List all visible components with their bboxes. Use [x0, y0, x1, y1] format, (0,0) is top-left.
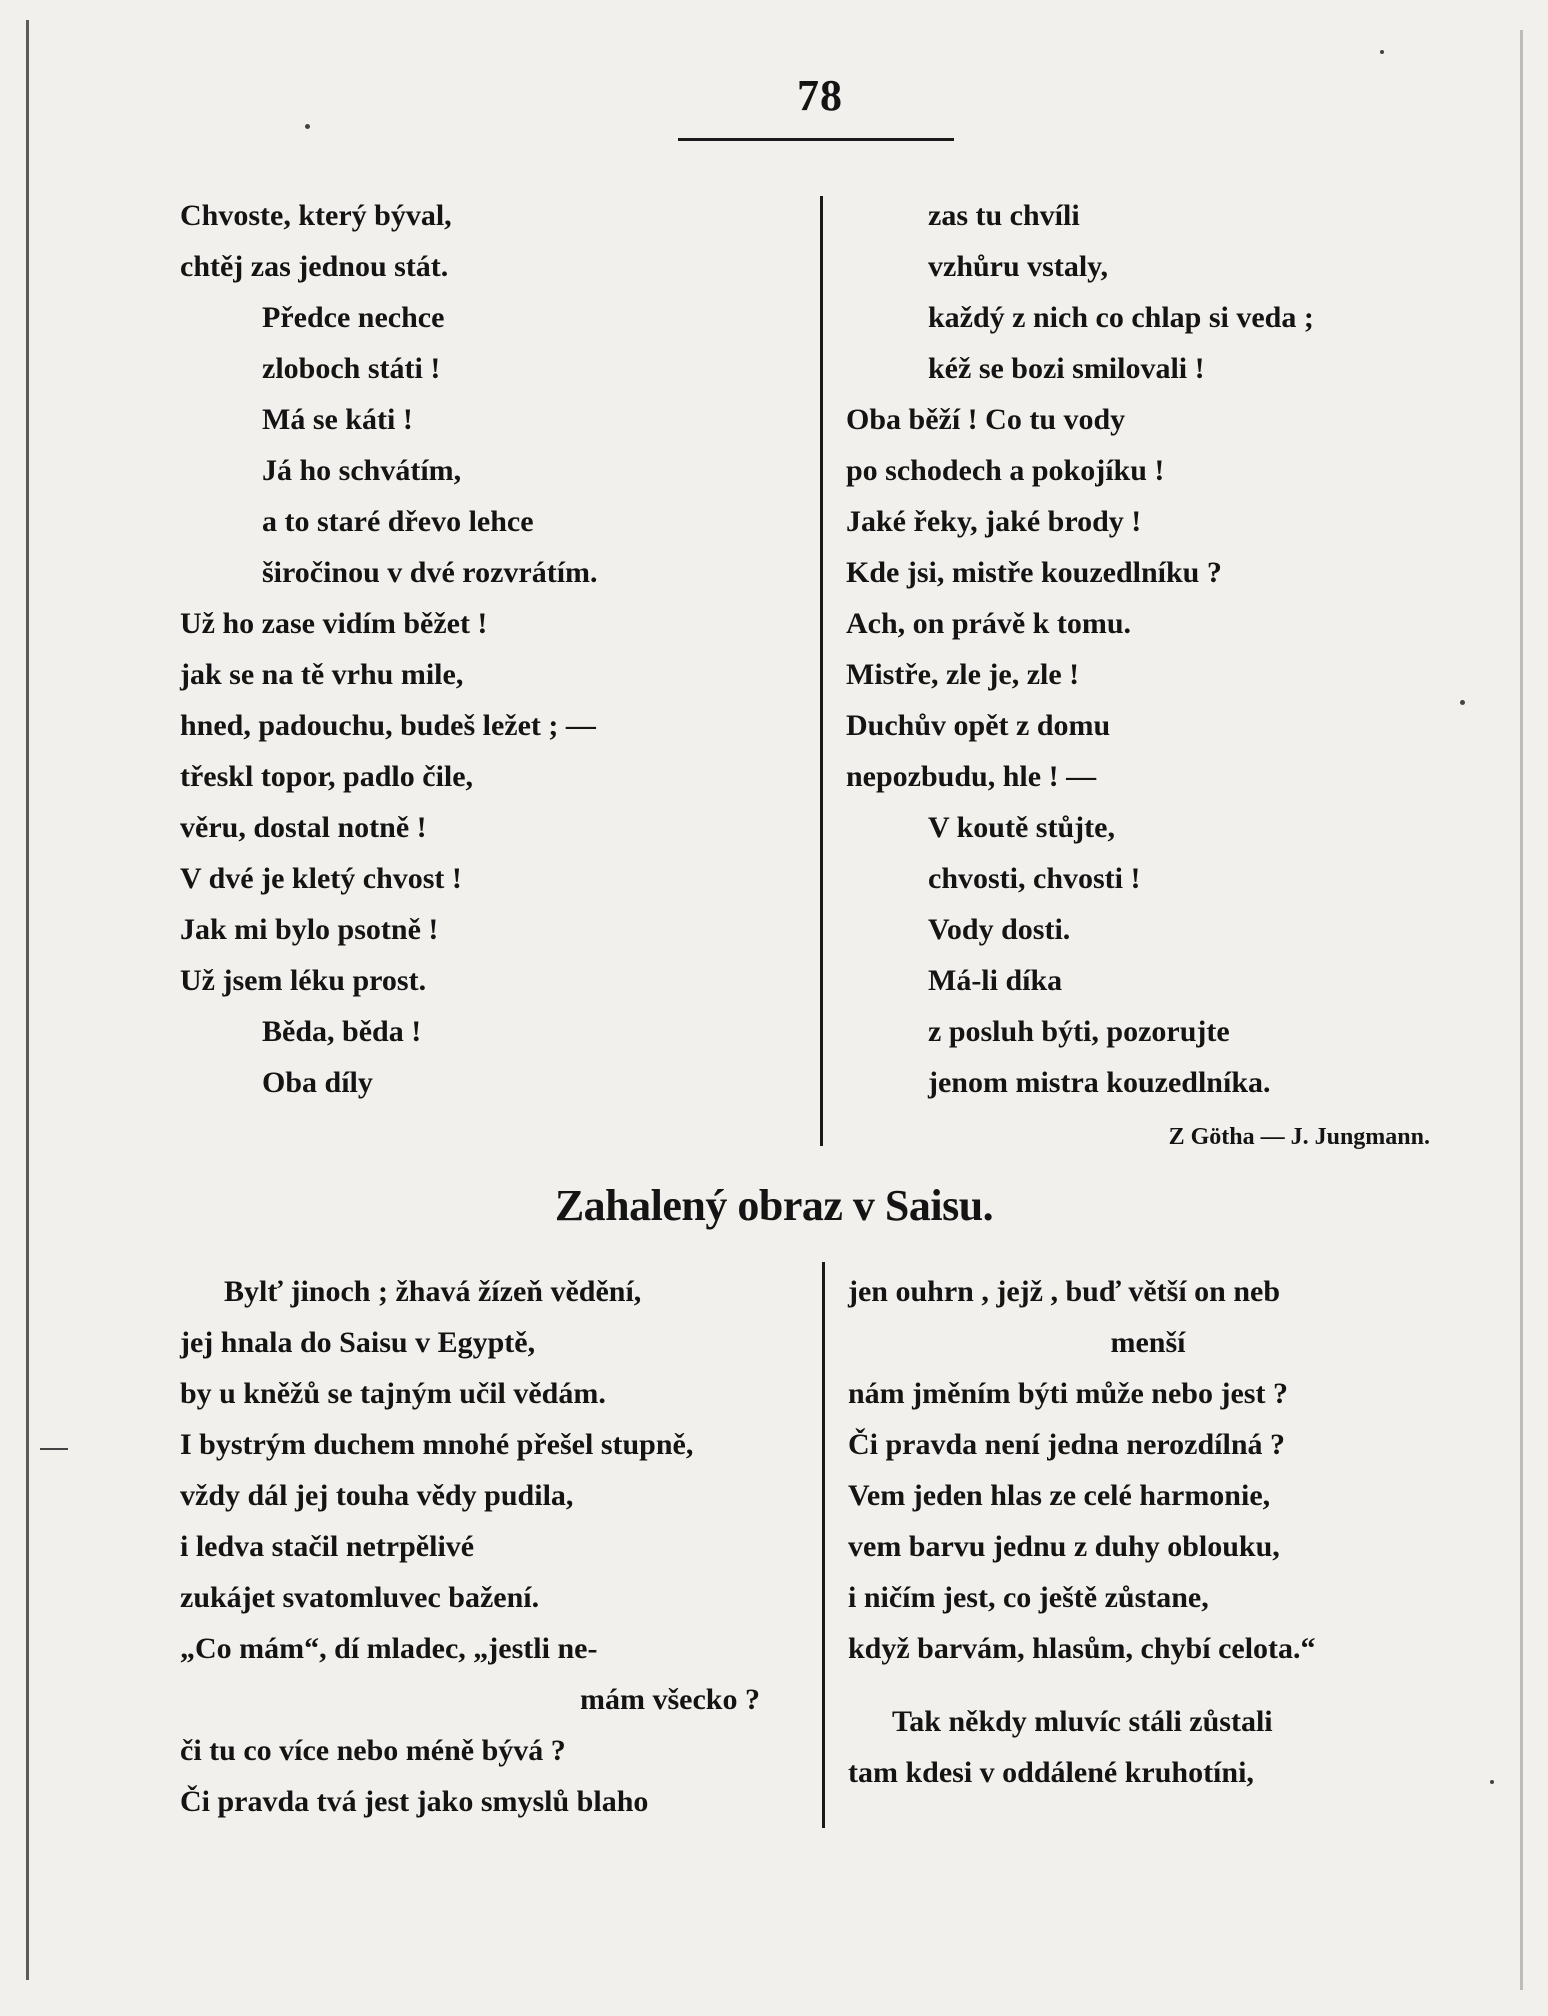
print-speck — [40, 1448, 68, 1450]
poem-line: Má-li díka — [928, 964, 1063, 997]
print-speck — [305, 124, 310, 129]
poem-line: zukájet svatomluvec bažení. — [180, 1581, 540, 1614]
translation-credit: Z Götha — J. Jungmann. — [1168, 1124, 1430, 1150]
poem-line: nepozbudu, hle ! — — [846, 760, 1097, 793]
poem-line: Vem jeden hlas ze celé harmonie, — [848, 1479, 1271, 1512]
first-poem-right-column — [846, 190, 1486, 1163]
poem-line: z posluh býti, pozorujte — [928, 1015, 1230, 1048]
poem-line: vem barvu jednu z duhy oblouku, — [848, 1530, 1280, 1563]
second-poem-right-column — [848, 1266, 1488, 1798]
poem-line: jenom mistra kouzedlníka. — [928, 1066, 1271, 1099]
poem-line: nám jměním býti může nebo jest ? — [848, 1377, 1288, 1410]
poem-line: po schodech a pokojíku ! — [846, 454, 1165, 487]
poem-line: jej hnala do Saisu v Egyptě, — [180, 1326, 536, 1359]
page-number-rule — [678, 138, 954, 141]
poem-line: Já ho schvátím, — [262, 454, 462, 487]
poem-line: Běda, běda ! — [262, 1015, 422, 1048]
poem-line: i ničím jest, co ještě zůstane, — [848, 1581, 1209, 1614]
poem-line: V koutě stůjte, — [928, 811, 1115, 844]
poem-line: chtěj zas jednou stát. — [180, 250, 449, 283]
print-speck — [1490, 1780, 1494, 1784]
poem-line: či tu co více nebo méně bývá ? — [180, 1734, 566, 1767]
poem-line: třeskl topor, padlo čile, — [180, 760, 474, 793]
poem-line: Oba běží ! Co tu vody — [846, 403, 1126, 436]
poem-line: menší — [1110, 1326, 1186, 1359]
poem-line: Kde jsi, mistře kouzedlníku ? — [846, 556, 1222, 589]
poem-line: Už ho zase vidím běžet ! — [180, 607, 488, 640]
page-edge-right — [1520, 30, 1523, 1990]
column-divider-bottom — [822, 1262, 825, 1828]
poem-line: vždy dál jej touha vědy pudila, — [180, 1479, 574, 1512]
first-poem-left-column — [180, 190, 800, 1108]
poem-title: Zahalený obraz v Saisu. — [554, 1181, 994, 1230]
poem-line: V dvé je kletý chvost ! — [180, 862, 462, 895]
poem-line: jen ouhrn , jejž , buď větší on neb — [848, 1275, 1281, 1308]
poem-line: Bylť jinoch ; žhavá žízeň vědění, — [224, 1275, 642, 1308]
poem-line: když barvám, hlasům, chybí celota.“ — [848, 1632, 1316, 1665]
poem-line: Má se káti ! — [262, 403, 413, 436]
poem-line: Tak někdy mluvíc stáli zůstali — [892, 1705, 1273, 1738]
poem-line: Mistře, zle je, zle ! — [846, 658, 1080, 691]
poem-line: Jaké řeky, jaké brody ! — [846, 505, 1142, 538]
poem-line: Ach, on právě k tomu. — [846, 607, 1132, 640]
poem-line: Už jsem léku prost. — [180, 964, 427, 997]
poem-line: jak se na tě vrhu mile, — [180, 658, 464, 691]
poem-line: a to staré dřevo lehce — [262, 505, 534, 538]
poem-line: Duchův opět z domu — [846, 709, 1111, 742]
poem-line: Jak mi bylo psotně ! — [180, 913, 439, 946]
column-divider-top — [820, 196, 823, 1146]
poem-line: každý z nich co chlap si veda ; — [928, 301, 1314, 334]
poem-line: i ledva stačil netrpělivé — [180, 1530, 475, 1563]
poem-line: chvosti, chvosti ! — [928, 862, 1141, 895]
poem-line: Oba díly — [262, 1066, 373, 1099]
poem-line: hned, padouchu, budeš ležet ; — — [180, 709, 596, 742]
poem-line: věru, dostal notně ! — [180, 811, 427, 844]
poem-line: širočinou v dvé rozvrátím. — [262, 556, 598, 589]
poem-line: Chvoste, který býval, — [180, 199, 452, 232]
poem-line: Předce nechce — [262, 301, 445, 334]
poem-line: „Co mám“, dí mladec, „jestli ne- — [180, 1632, 598, 1665]
poem-line: tam kdesi v oddálené kruhotíni, — [848, 1756, 1254, 1789]
poem-line: zas tu chvíli — [928, 199, 1080, 232]
page-edge-left — [26, 20, 29, 1980]
poem-line: vzhůru vstaly, — [928, 250, 1109, 283]
second-poem-left-column — [180, 1266, 800, 1827]
poem-line: I bystrým duchem mnohé přešel stupně, — [180, 1428, 694, 1461]
poem-line: zloboch státi ! — [262, 352, 441, 385]
poem-line: kéž se bozi smilovali ! — [928, 352, 1205, 385]
poem-line: mám všecko ? — [580, 1683, 760, 1716]
poem-line: Či pravda není jedna nerozdílná ? — [848, 1428, 1286, 1461]
poem-line: by u kněžů se tajným učil vědám. — [180, 1377, 606, 1410]
poem-line: Vody dosti. — [928, 913, 1071, 946]
print-speck — [1380, 50, 1384, 54]
print-speck — [1460, 700, 1465, 705]
poem-line: Či pravda tvá jest jako smyslů blaho — [180, 1785, 649, 1818]
page-number: 78 — [797, 71, 843, 120]
